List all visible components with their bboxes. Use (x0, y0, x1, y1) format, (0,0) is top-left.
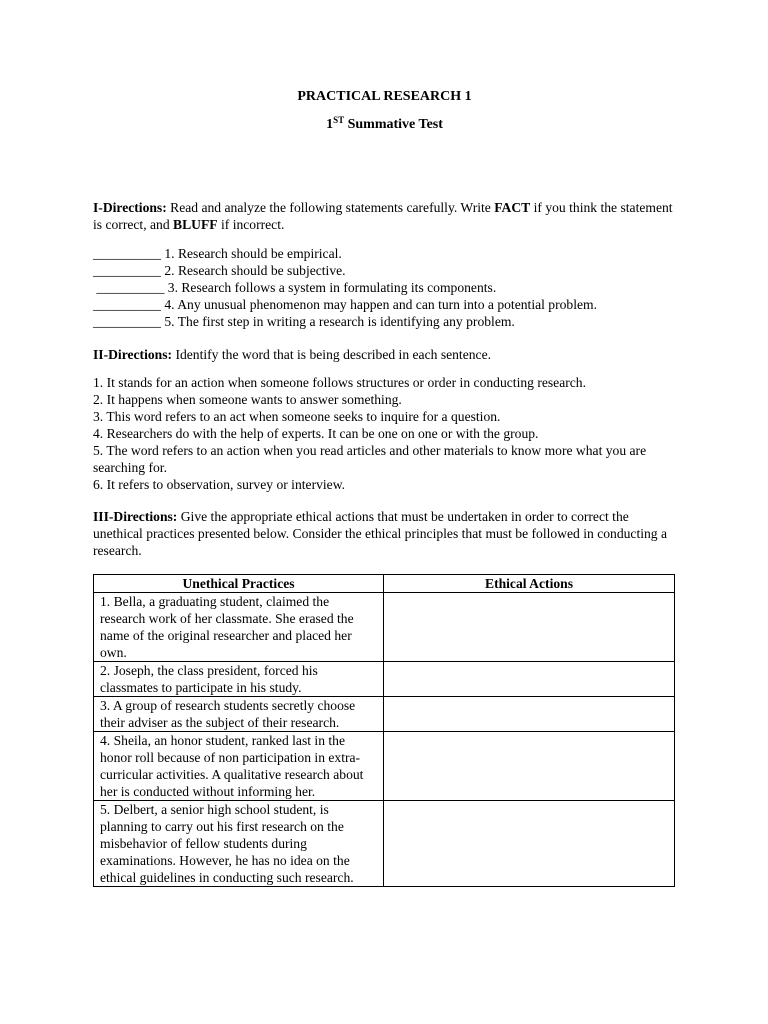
document-subtitle (93, 116, 676, 133)
column-header-ethical: Ethical Actions (384, 575, 675, 593)
ethical-action-cell[interactable] (384, 732, 675, 801)
question-item: 4. Researchers do with the help of experts. It can be one on one or with the group. (93, 426, 539, 441)
unethical-practice-cell: 1. Bella, a graduating student, claimed the research work of her classmate. She erased the name of the original researcher and placed her own. (94, 593, 384, 662)
unethical-practice-cell: 2. Joseph, the class president, forced his classmates to participate in his study. (94, 662, 384, 697)
question-item: 2. It happens when someone wants to answer something. (93, 392, 402, 407)
unethical-practice-cell: 4. Sheila, an honor student, ranked last in the honor roll because of non participation in extra-curricular activities. A qualitative research about her is conducted without informing her. (94, 732, 384, 801)
ethical-action-cell[interactable] (384, 662, 675, 697)
subtitle-text: Summative Test (344, 117, 443, 132)
ethics-table (93, 574, 675, 887)
part1-text-c: if incorrect. (217, 217, 285, 232)
table-row (94, 662, 675, 697)
subtitle-number: 1 (326, 117, 334, 132)
part1-text-b: if you think the statement is correct, and (93, 200, 673, 232)
part2-directions (93, 346, 676, 363)
part1-directions (93, 199, 676, 233)
ethical-action-cell[interactable] (384, 697, 675, 732)
table-row (94, 593, 675, 662)
subtitle-superscript: ST (333, 115, 345, 125)
document-title: PRACTICAL RESEARCH 1 (297, 89, 472, 104)
statement-item: __________ 5. The first step in writing a research is identifying any problem. (93, 314, 515, 329)
statement-item: __________ 3. Research follows a system in formulating its components. (93, 280, 497, 295)
table-row (94, 697, 675, 732)
part1-label: I-Directions: (93, 200, 167, 215)
part2-question-list (93, 374, 676, 493)
question-item: 6. It refers to observation, survey or interview. (93, 477, 346, 492)
ethical-action-cell[interactable] (384, 801, 675, 887)
ethical-action-cell[interactable] (384, 593, 675, 662)
part3-label: III-Directions: (93, 509, 178, 524)
part2-label: II-Directions: (93, 347, 173, 362)
ethics-table-header-row (94, 575, 675, 593)
part1-statement-list (93, 245, 676, 330)
statement-item: __________ 2. Research should be subjective. (93, 263, 346, 278)
bluff-keyword: BLUFF (173, 217, 218, 232)
question-item: 3. This word refers to an act when someone seeks to inquire for a question. (93, 409, 501, 424)
table-row (94, 732, 675, 801)
unethical-practice-cell: 3. A group of research students secretly choose their adviser as the subject of their research. (94, 697, 384, 732)
question-item: 1. It stands for an action when someone follows structures or order in conducting research. (93, 375, 587, 390)
statement-item: __________ 1. Research should be empirical. (93, 246, 342, 261)
question-item: 5. The word refers to an action when you read articles and other materials to know more what you are searching for. (93, 443, 647, 475)
table-row (94, 801, 675, 887)
part2-text: Identify the word that is being described in each sentence. (172, 347, 492, 362)
unethical-practice-cell: 5. Delbert, a senior high school student, is planning to carry out his first research on the misbehavior of fellow students during examinations. However, he has no idea on the ethical guidelines in conducting such research. (94, 801, 384, 887)
column-header-unethical: Unethical Practices (94, 575, 384, 593)
fact-keyword: FACT (494, 200, 531, 215)
statement-item: __________ 4. Any unusual phenomenon may happen and can turn into a potential problem. (93, 297, 598, 312)
part1-text-a: Read and analyze the following statements carefully. Write (166, 200, 495, 215)
part3-directions (93, 508, 676, 559)
part3-text: Give the appropriate ethical actions that must be undertaken in order to correct the unethical practices presented below. Consider the ethical principles that must be followed in conducting a research. (93, 509, 668, 558)
